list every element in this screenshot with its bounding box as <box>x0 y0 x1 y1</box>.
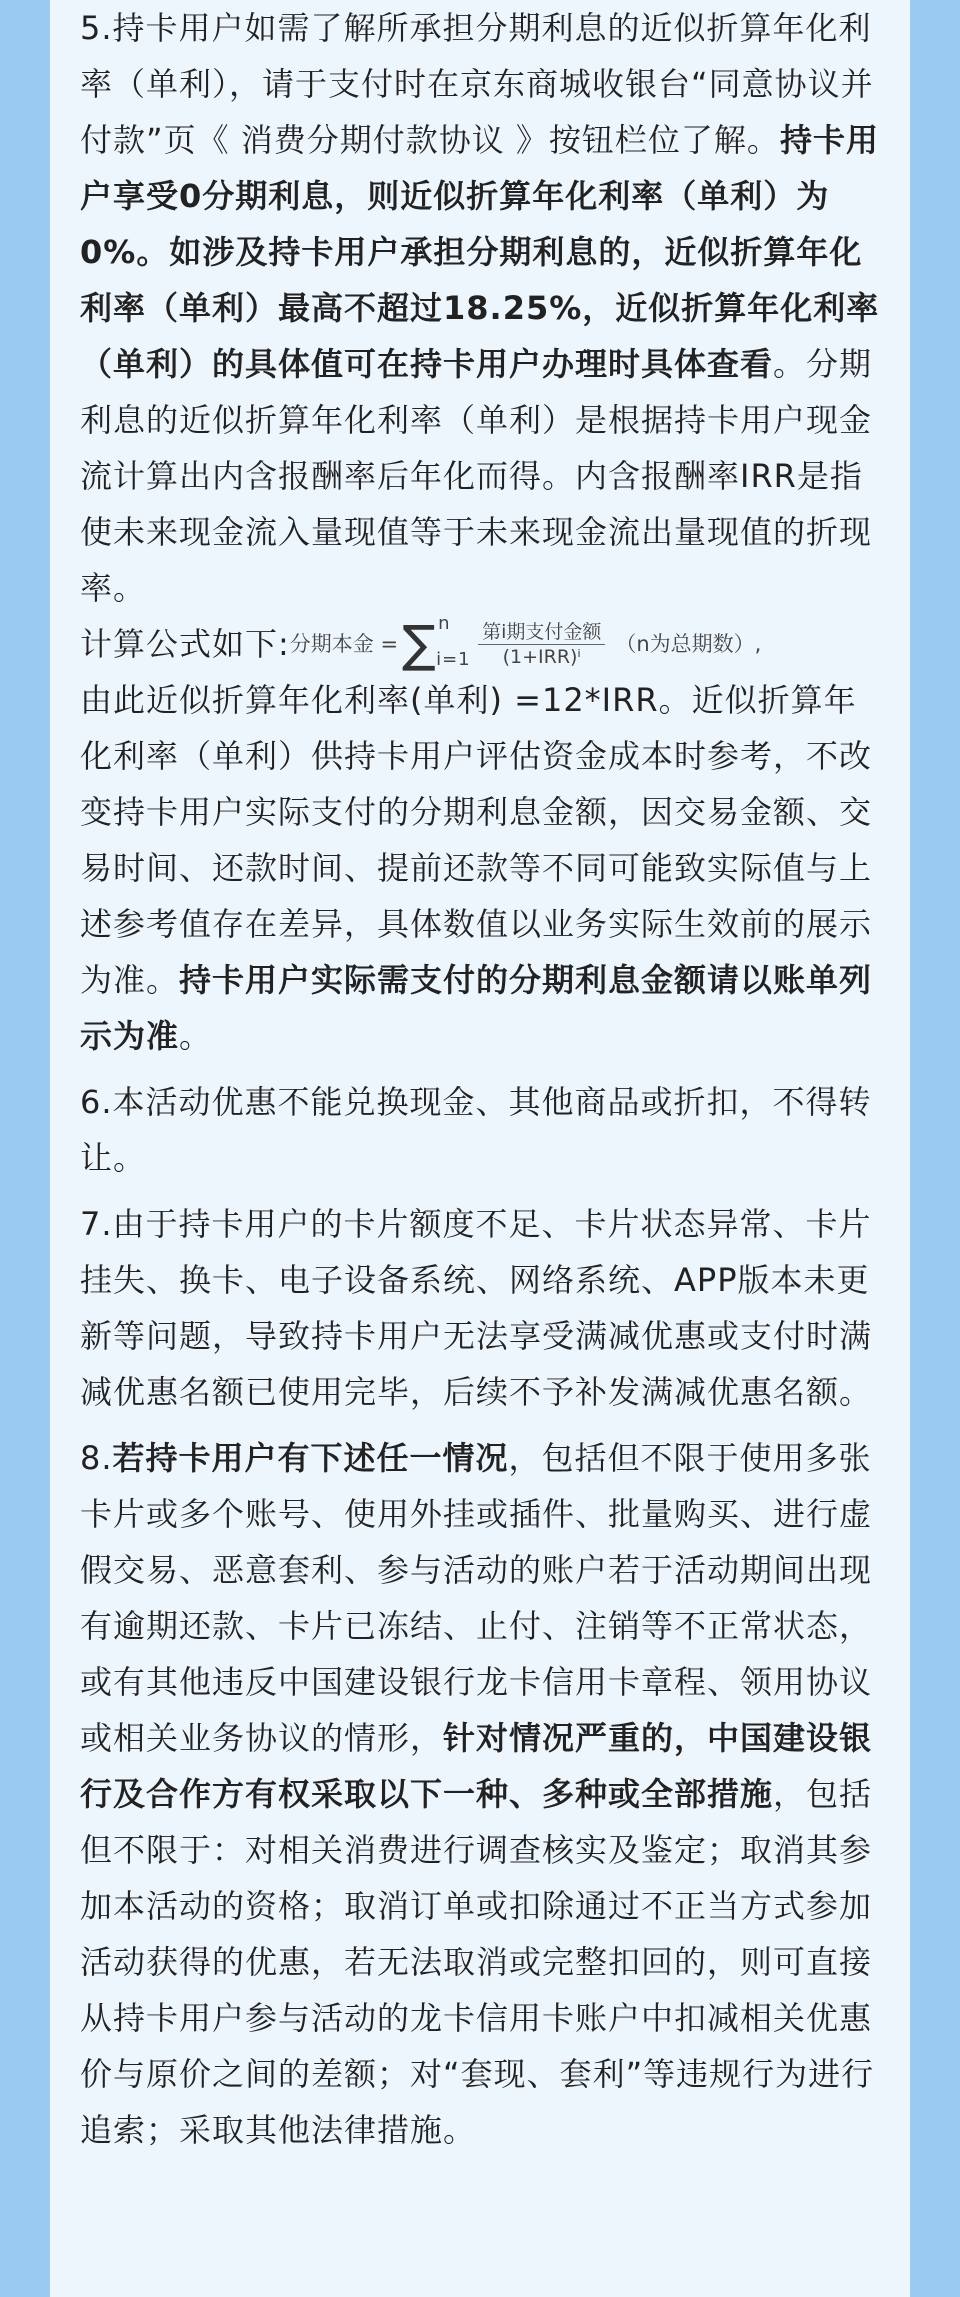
sum-lower-limit: i=1 <box>436 649 471 670</box>
formula-fraction <box>478 621 605 668</box>
clause-7: 7.由于持卡用户的卡片额度不足、卡片状态异常、卡片挂失、换卡、电子设备系统、网络系统、APP版本未更新等问题，导致持卡用户无法享受满减优惠或支付时满减优惠名额已使用完毕，后续不予补发满减优惠名额。 <box>80 1205 873 1411</box>
clause-5-calculation: 由此近似折算年化利率(单利) =12*IRR。近似折算年化利率（单利）供持卡用户评估资金成本时参考，不改变持卡用户实际支付的分期利息金额，因交易金额、交易时间、还款时间、提前还款等不同可能致实际值与上述参考值存在差异，具体数值以业务实际生效前的展示为准。 <box>80 681 873 999</box>
terms-text <box>80 0 880 2158</box>
clause-8-number: 8. <box>80 1439 113 1477</box>
clause-5-intro: 5.持卡用户如需了解所承担分期利息的近似折算年化利率（单利），请于支付时在京东商城收银台“同意协议并付款”页《 消费分期付款协议 》按钮栏位了解。 <box>80 9 874 159</box>
formula-note: （n为总期数）, <box>615 632 762 656</box>
clause-8-measures-highlight: 针对情况严重的，中国建设银行及合作方有权采取以下一种、多种或全部措施 <box>80 1719 873 1813</box>
summation-symbol: ∑ n i=1 <box>402 613 471 673</box>
irr-formula <box>80 613 880 673</box>
formula-denominator: (1+IRR)ⁱ <box>502 645 581 668</box>
clause-5-irr-explanation: 。分期利息的近似折算年化利率（单利）是根据持卡用户现金流计算出内含报酬率后年化而得。内含报酬率IRR是指使未来现金流入量现值等于未来现金流出量现值的折现率。 <box>80 345 873 607</box>
formula-label: 计算公式如下: <box>80 625 290 663</box>
clause-5-end: 。 <box>179 1017 213 1055</box>
terms-panel <box>50 0 910 2297</box>
formula-numerator: 第i期支付金额 <box>478 621 605 645</box>
clause-5-bill-highlight: 持卡用户实际需支付的分期利息金额请以账单列示为准 <box>80 961 873 1055</box>
clause-6: 6.本活动优惠不能兑换现金、其他商品或折扣，不得转让。 <box>80 1083 872 1177</box>
clause-5-rate-highlight: 持卡用户享受0分期利息，则近似折算年化利率（单利）为0%。如涉及持卡用户承担分期利息的，近似折算年化利率（单利）最高不超过18.25%，近似折算年化利率（单利）的具体值可在持卡用户办理时具体查看 <box>80 121 880 383</box>
clause-8-condition-highlight: 若持卡用户有下述任一情况 <box>112 1439 509 1477</box>
clause-5 <box>80 0 880 1064</box>
formula-lhs: 分期本金 = <box>289 632 399 656</box>
clause-8-measures: ，包括但不限于：对相关消费进行调查核实及鉴定；取消其参加本活动的资格；取消订单或扣除通过不正当方式参加活动获得的优惠，若无法取消或完整扣回的，则可直接从持卡用户参与活动的龙卡信用卡账户中扣减相关优惠价与原价之间的差额；对“套现、套利”等违规行为进行追索；采取其他法律措施。 <box>80 1775 875 2149</box>
clause-8-situations: ，包括但不限于使用多张卡片或多个账号、使用外挂或插件、批量购买、进行虚假交易、恶意套利、参与活动的账户若于活动期间出现有逾期还款、卡片已冻结、止付、注销等不正常状态，或有其他违反中国建设银行龙卡信用卡章程、领用协议或相关业务协议的情形， <box>80 1439 873 1757</box>
sum-upper-limit: n <box>438 613 451 634</box>
clause-8 <box>80 1430 880 2158</box>
